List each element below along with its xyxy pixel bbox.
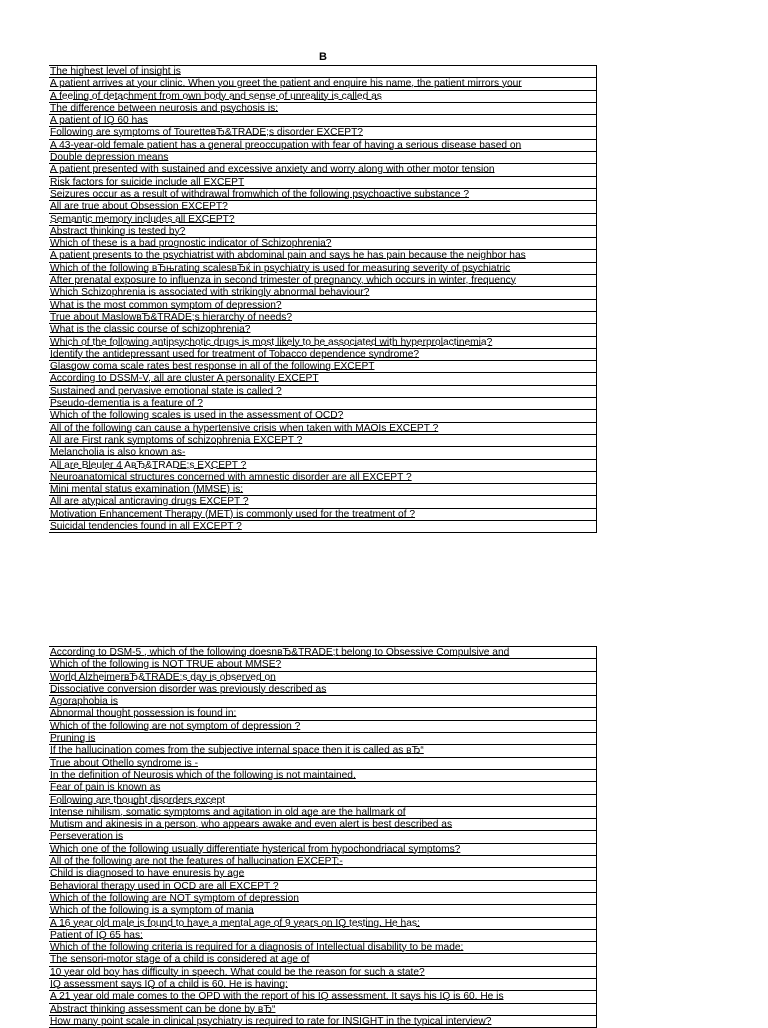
question-cell: How many point scale in clinical psychiatry is required to rate for INSIGHT in the typical interview? [50, 1015, 492, 1027]
table-row [49, 410, 597, 422]
table-row [49, 881, 597, 893]
table-row [49, 189, 597, 201]
table-row [49, 991, 597, 1003]
question-cell: Perseveration is [50, 831, 124, 843]
question-cell: According to DSSM-V, all are cluster A personality EXCEPT [50, 373, 319, 385]
question-cell: After prenatal exposure to influenza in second trimester of pregnancy, which occurs in winter, frequency [50, 275, 516, 287]
table-row [49, 115, 597, 127]
question-cell: Abstract thinking is tested by? [50, 225, 186, 237]
question-cell: Intense nihilism, somatic symptoms and agitation in old age are the hallmark of [50, 806, 406, 818]
table-row [49, 721, 597, 733]
table-row [49, 238, 597, 250]
question-cell: All are true about Obsession EXCEPT? [50, 201, 228, 213]
question-cell: Identify the antidepressant used for treatment of Tobacco dependence syndrome? [50, 348, 420, 360]
question-cell: Behavioral therapy used in OCD are all EXCEPT ? [50, 880, 279, 892]
question-cell: Following are thought disorders except [50, 794, 225, 806]
table-row [49, 164, 597, 176]
table-row [49, 807, 597, 819]
table-row [49, 337, 597, 349]
table-row [49, 127, 597, 139]
question-cell: Which of the following are not symptom of depression ? [50, 720, 301, 732]
table-row [49, 521, 597, 533]
table-row [49, 659, 597, 671]
table-row [49, 177, 597, 189]
table-row [49, 942, 597, 954]
question-cell: Seizures occur as a result of withdrawal fromwhich of the following psychoactive substance ? [50, 188, 470, 200]
question-cell: Which of these is a bad prognostic indicator of Schizophrenia? [50, 238, 332, 250]
question-cell: Which of the following are NOT symptom of depression [50, 892, 299, 904]
table-row [49, 758, 597, 770]
question-cell: All are First rank symptoms of schizophrenia EXCEPT ? [50, 434, 303, 446]
question-cell: IQ assessment says IQ of a child is 60. He is having: [50, 979, 288, 991]
table-row [49, 78, 597, 90]
question-cell: Which of the following criteria is required for a diagnosis of Intellectual disability to be made: [50, 942, 464, 954]
question-table-1 [49, 66, 597, 533]
question-cell: Suicidal tendencies found in all EXCEPT ? [50, 520, 242, 532]
table-row [49, 263, 597, 275]
question-cell: Mutism and akinesis in a person, who appears awake and even alert is best described as [50, 819, 453, 831]
question-cell: The highest level of insight is [50, 66, 181, 77]
table-row [49, 1004, 597, 1016]
question-cell: Which one of the following usually differentiate hysterical from hypochondriacal symptoms? [50, 843, 461, 855]
table-row [49, 373, 597, 385]
table-row [49, 745, 597, 757]
table-row [49, 398, 597, 410]
table-row [49, 979, 597, 991]
table-row [49, 361, 597, 373]
question-cell: A patient presented with sustained and excessive anxiety and worry along with other motor tension [50, 164, 495, 176]
question-cell: Pseudo-dementia is a feature of ? [50, 398, 203, 410]
question-cell: Which of the following is NOT TRUE about MMSE? [50, 659, 282, 671]
question-cell: True about MaslowвЂ&TRADE;s hierarchy of needs? [50, 311, 293, 323]
question-cell: 10 year old boy has difficulty in speech. What could be the reason for such a state? [50, 966, 425, 978]
question-cell: A feeling of detachment from own body and sense of unreality is called as [50, 90, 382, 102]
table-row [49, 300, 597, 312]
question-cell: Neuroanatomical structures concerned with amnestic disorder are all EXCEPT ? [50, 471, 412, 483]
question-cell: Following are symptoms of TouretteвЂ&TRADE;s disorder EXCEPT? [50, 127, 363, 139]
table-row [49, 696, 597, 708]
question-cell: Risk factors for suicide include all EXCEPT [50, 176, 245, 188]
table-row [49, 152, 597, 164]
question-cell: The difference between neurosis and psychosis is: [50, 102, 279, 114]
question-cell: Agoraphobia is [50, 696, 118, 708]
table-row [49, 312, 597, 324]
table-row [49, 250, 597, 262]
table-row [49, 140, 597, 152]
table-row [49, 91, 597, 103]
question-cell: Which of the following is a symptom of mania [50, 905, 254, 917]
question-cell: A patient arrives at your clinic. When you greet the patient and enquire his name, the patient mirrors your [50, 78, 522, 90]
table-row [49, 782, 597, 794]
question-cell: All are atypical anticraving drugs EXCEPT ? [50, 496, 249, 508]
question-cell: Abnormal thought possession is found in: [50, 708, 237, 720]
question-cell: What is the most common symptom of depression? [50, 299, 282, 311]
question-cell: Which Schizophrenia is associated with strikingly abnormal behaviour? [50, 287, 370, 299]
question-cell: Sustained and pervasive emotional state is called ? [50, 385, 282, 397]
table-row [49, 509, 597, 521]
table-row [49, 918, 597, 930]
table-row [49, 423, 597, 435]
table-row [49, 893, 597, 905]
table-row [49, 795, 597, 807]
table-row [49, 930, 597, 942]
question-cell: If the hallucination comes from the subjective internal space then it is called as вЂ“ [50, 745, 424, 757]
table-row [49, 447, 597, 459]
question-cell: Glasgow coma scale rates best response in all of the following EXCEPT [50, 361, 375, 373]
table-row [49, 103, 597, 115]
table-row [49, 684, 597, 696]
question-cell: The sensori-motor stage of a child is considered at age of [50, 954, 310, 966]
question-cell: A patient presents to the psychiatrist with abdominal pain and says he has pain because the neighbor has [50, 250, 526, 262]
table-row [49, 349, 597, 361]
question-cell: Which of the following scales is used in the assessment of OCD? [50, 410, 344, 422]
table-row [49, 226, 597, 238]
question-cell: In the definition of Neurosis which of the following is not maintained. [50, 769, 356, 781]
table-row [49, 770, 597, 782]
table-row [49, 819, 597, 831]
table-row [49, 1016, 597, 1028]
table-row [49, 484, 597, 496]
table-row [49, 905, 597, 917]
question-cell: Mini mental status examination (MMSE) is: [50, 484, 244, 496]
question-cell: Dissociative conversion disorder was previously described as [50, 683, 327, 695]
question-cell: All of the following can cause a hypertensive crisis when taken with MAOIs EXCEPT ? [50, 422, 439, 434]
question-cell: World AlzheimerвЂ&TRADE;s day is observed on [50, 671, 276, 683]
table-row [49, 672, 597, 684]
table-row [49, 831, 597, 843]
table-row [49, 460, 597, 472]
question-cell: Patient of IQ 65 has: [50, 929, 143, 941]
table-row [49, 386, 597, 398]
question-cell: A patient of IQ 60 has [50, 115, 148, 127]
question-cell: A 21 year old male comes to the OPD with the report of his IQ assessment. It says his IQ is 60. He is [50, 991, 504, 1003]
column-header: B [319, 51, 327, 63]
question-cell: Which of the following antipsychotic drugs is most likely to be associated with hyperprolactinemia? [50, 336, 493, 348]
table-row [49, 844, 597, 856]
table-row [49, 646, 597, 659]
table-row [49, 868, 597, 880]
question-cell: Motivation Enhancement Therapy (MET) is commonly used for the treatment of ? [50, 508, 416, 520]
question-cell: All are Bleuler 4 AвЂ&TRADE;s EXCEPT ? [50, 459, 247, 471]
question-cell: A 43-year-old female patient has a general preoccupation with fear of having a serious disease based on [50, 139, 522, 151]
question-cell: A 16 year old male is found to have a mental age of 9 years on IQ testing. He has: [50, 917, 420, 929]
table-row [49, 708, 597, 720]
table-row [49, 214, 597, 226]
table-row [49, 275, 597, 287]
table-row [49, 967, 597, 979]
table-row [49, 287, 597, 299]
question-cell: According to DSM-5 , which of the following doesnвЂ&TRADE;t belong to Obsessive Compulsive and [50, 647, 510, 658]
question-cell: Child is diagnosed to have enuresis by age [50, 868, 245, 880]
question-table-2 [49, 647, 597, 1028]
question-cell: Pruning is [50, 733, 96, 745]
table-row [49, 496, 597, 508]
table-row [49, 472, 597, 484]
table-row [49, 65, 597, 78]
question-cell: Melancholia is also known as- [50, 447, 186, 459]
table-row [49, 954, 597, 966]
question-cell: True about Othello syndrome is - [50, 757, 198, 769]
question-cell: Abstract thinking assessment can be done by вЂ“ [50, 1003, 276, 1015]
question-cell: Double depression means [50, 152, 169, 164]
question-cell: All of the following are not the features of hallucination EXCEPT:- [50, 856, 343, 868]
question-cell: Fear of pain is known as [50, 782, 161, 794]
question-cell: What is the classic course of schizophrenia? [50, 324, 251, 336]
table-row [49, 856, 597, 868]
table-row [49, 201, 597, 213]
question-cell: Semantic memory includes all EXCEPT? [50, 213, 235, 225]
table-row [49, 324, 597, 336]
question-cell: Which of the following вЂњrating scalesвЂќ in psychiatry is used for measuring severity of psychiatric [50, 262, 511, 274]
table-row [49, 435, 597, 447]
table-row [49, 733, 597, 745]
